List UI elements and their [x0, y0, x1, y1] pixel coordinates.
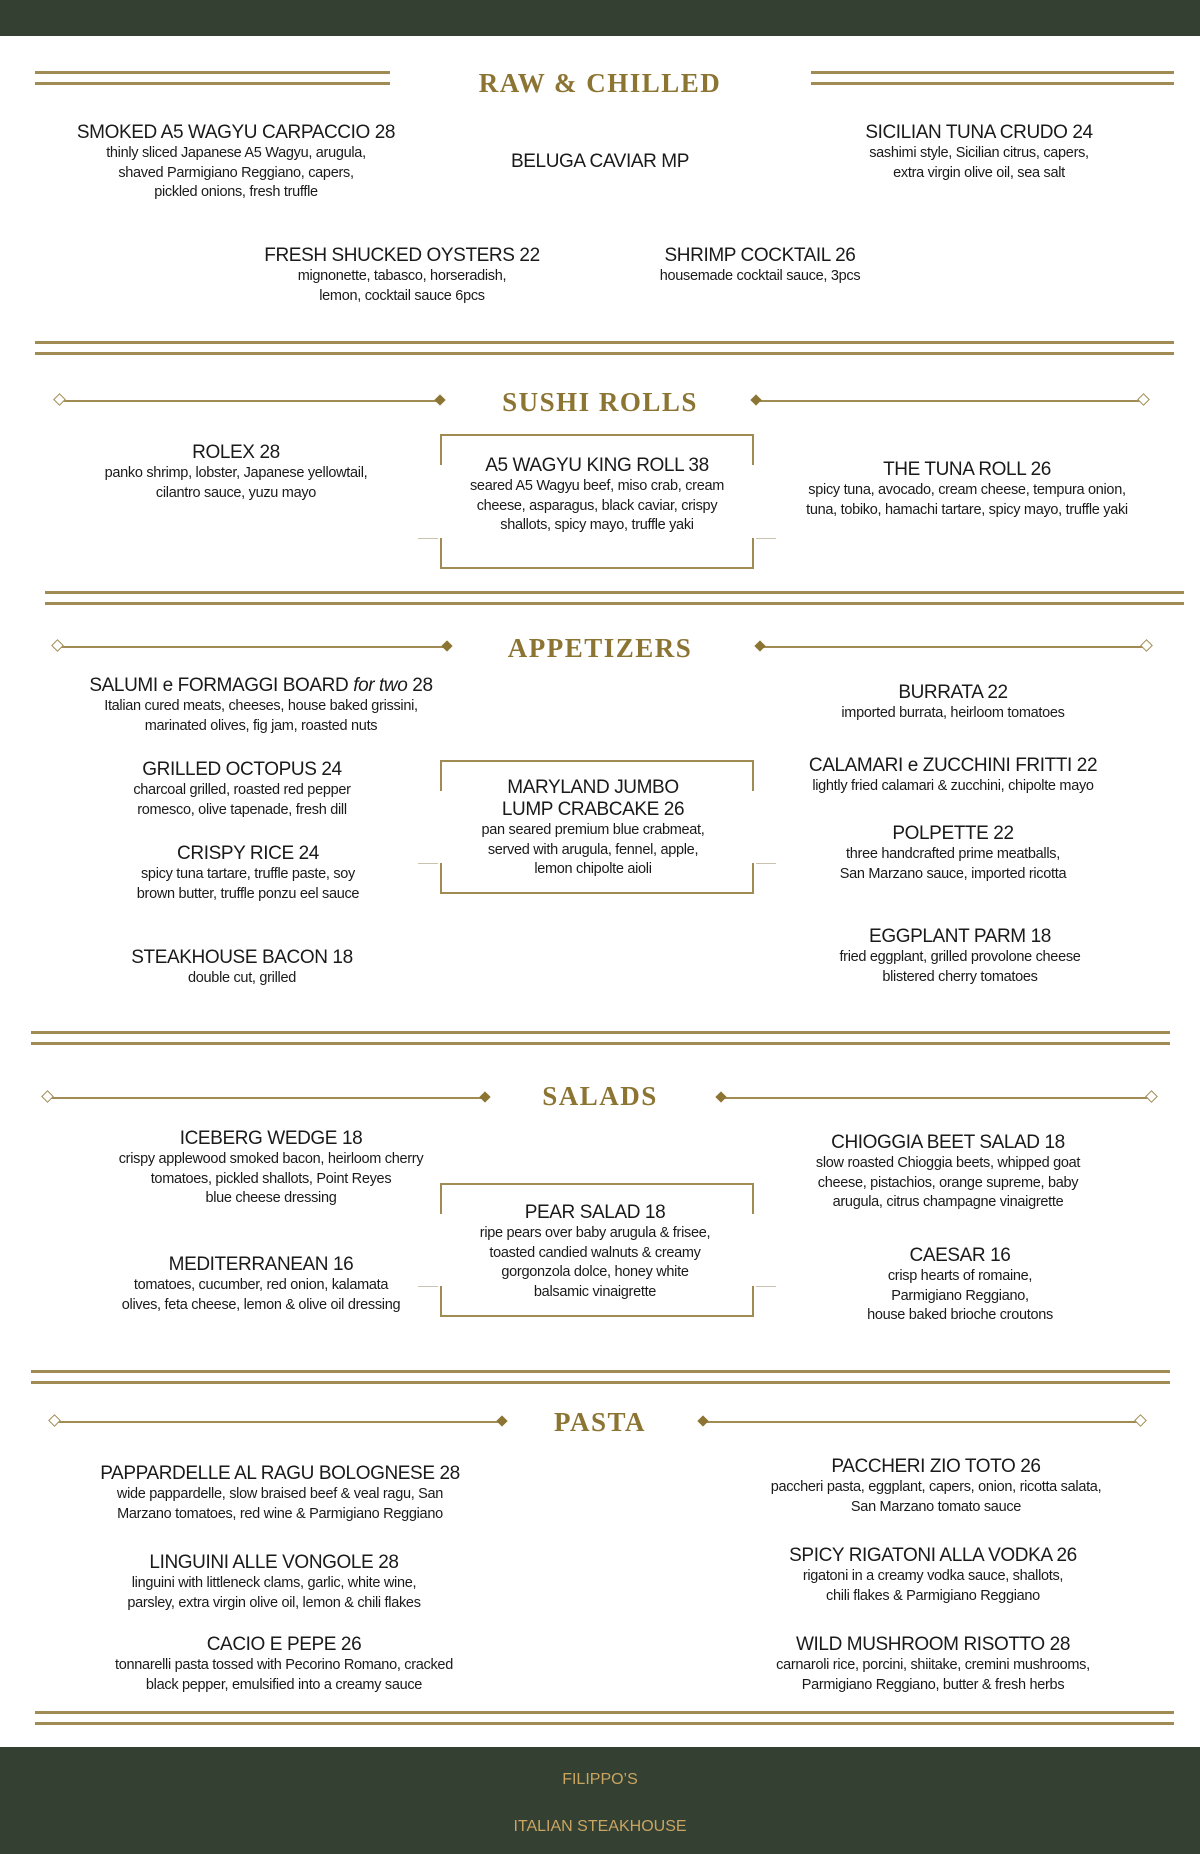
- menu-item: [77, 122, 395, 203]
- item-name: CRISPY RICE 24: [177, 843, 319, 864]
- item-description: house baked brioche croutons: [867, 1307, 1053, 1323]
- item-description: rigatoni in a creamy vodka sauce, shallots,: [802, 1568, 1064, 1584]
- menu-item: [806, 459, 1128, 520]
- item-name: FRESH SHUCKED OYSTERS 22: [264, 245, 540, 266]
- menu-item: [839, 926, 1080, 987]
- item-description: served with arugula, fennel, apple,: [487, 841, 699, 858]
- item-description: lemon, cocktail sauce 6pcs: [319, 287, 485, 304]
- item-description: black pepper, emulsified into a creamy sauce: [145, 1676, 423, 1693]
- item-description: three handcrafted prime meatballs,: [846, 846, 1060, 862]
- restaurant-logo: FILIPPO’S: [562, 1771, 638, 1788]
- item-description: imported burrata, heirloom tomatoes: [841, 705, 1065, 721]
- section-title-raw: RAW & CHILLED: [478, 68, 722, 98]
- item-description: blue cheese dressing: [205, 1190, 337, 1206]
- item-description: paccheri pasta, eggplant, capers, onion, ricotta salata,: [770, 1479, 1102, 1495]
- footer-bar: [0, 1747, 1200, 1854]
- item-description: San Marzano tomato sauce: [850, 1498, 1022, 1515]
- menu-item: [865, 122, 1092, 183]
- item-description: Marzano tomatoes, red wine & Parmigiano Reggiano: [117, 1505, 443, 1522]
- item-description: marinated olives, fig jam, roasted nuts: [144, 717, 378, 734]
- item-name: SPICY RIGATONI ALLA VODKA 26: [789, 1545, 1077, 1566]
- item-description: tomatoes, cucumber, red onion, kalamata: [133, 1277, 389, 1293]
- section-divider: [31, 1031, 1170, 1045]
- item-description: seared A5 Wagyu beef, miso crab, cream: [469, 478, 725, 494]
- item-description: fried eggplant, grilled provolone cheese: [839, 949, 1081, 965]
- item-price: 28: [412, 675, 433, 696]
- item-name-line2: LUMP CRABCAKE 26: [501, 799, 685, 820]
- item-name: MEDITERRANEAN 16: [168, 1254, 354, 1275]
- item-note: for two: [353, 675, 408, 696]
- menu-item: [133, 759, 350, 820]
- item-description: shallots, spicy mayo, truffle yaki: [500, 517, 694, 533]
- section-title-pasta: PASTA: [553, 1407, 646, 1437]
- menu-item: [470, 455, 724, 536]
- menu-item: [511, 151, 689, 173]
- item-description: sashimi style, Sicilian citrus, capers,: [869, 145, 1089, 161]
- item-description: cheese, pistachios, orange supreme, baby: [817, 1174, 1079, 1191]
- item-description: mignonette, tabasco, horseradish,: [297, 268, 507, 284]
- item-name: A5 WAGYU KING ROLL 38: [485, 455, 709, 476]
- item-name: MARYLAND JUMBO: [507, 777, 679, 798]
- item-description: San Marzano sauce, imported ricotta: [839, 865, 1067, 882]
- item-description: chili flakes & Parmigiano Reggiano: [826, 1587, 1040, 1604]
- item-description: tuna, tobiko, hamachi tartare, spicy mayo, truffle yaki: [806, 501, 1128, 518]
- item-description: spicy tuna, avocado, cream cheese, tempura onion,: [808, 482, 1126, 498]
- menu-item: [137, 843, 359, 904]
- item-description: olives, feta cheese, lemon & olive oil dressing: [121, 1296, 401, 1313]
- item-name: SMOKED A5 WAGYU CARPACCIO 28: [76, 122, 396, 143]
- menu-item: [100, 1463, 460, 1524]
- item-description: shaved Parmigiano Reggiano, capers,: [118, 164, 354, 181]
- item-name: PACCHERI ZIO TOTO 26: [831, 1456, 1041, 1477]
- menu-item: [809, 755, 1097, 797]
- section-divider: [45, 591, 1184, 605]
- menu-item: [840, 823, 1066, 884]
- item-name: ICEBERG WEDGE 18: [179, 1128, 363, 1149]
- section-divider: [35, 1711, 1174, 1725]
- menu-item: [105, 442, 368, 503]
- item-name: BELUGA CAVIAR MP: [510, 151, 690, 172]
- restaurant-tagline: ITALIAN STEAKHOUSE: [513, 1818, 687, 1835]
- item-name: SHRIMP COCKTAIL 26: [664, 245, 856, 266]
- menu-item: [122, 1254, 400, 1315]
- menu-item: [480, 1202, 710, 1302]
- item-description: parsley, extra virgin olive oil, lemon & chili flakes: [127, 1594, 421, 1611]
- item-name: CALAMARI e ZUCCHINI FRITTI 22: [808, 755, 1098, 776]
- item-description: ripe pears over baby arugula & frisee,: [479, 1225, 711, 1241]
- section-title-appetizers: APPETIZERS: [507, 633, 693, 663]
- item-description: crispy applewood smoked bacon, heirloom cherry: [118, 1151, 424, 1167]
- section-title-salads: SALADS: [542, 1081, 658, 1111]
- item-description: gorgonzola dolce, honey white: [501, 1264, 689, 1280]
- item-name: CHIOGGIA BEET SALAD 18: [831, 1132, 1065, 1153]
- menu-item: [867, 1245, 1053, 1326]
- item-name: POLPETTE 22: [892, 823, 1014, 844]
- item-description: toasted candied walnuts & creamy: [489, 1244, 701, 1261]
- item-description: carnaroli rice, porcini, shiitake, cremini mushrooms,: [776, 1657, 1090, 1673]
- menu-item: [841, 682, 1064, 724]
- item-name: THE TUNA ROLL 26: [883, 459, 1051, 480]
- menu-item: [660, 245, 861, 287]
- menu-item: [119, 1128, 424, 1209]
- item-description: Parmigiano Reggiano, butter & fresh herbs: [801, 1676, 1065, 1693]
- item-name: ROLEX 28: [192, 442, 280, 463]
- item-description: Parmigiano Reggiano,: [891, 1287, 1029, 1304]
- item-name: STEAKHOUSE BACON 18: [131, 947, 353, 968]
- item-name: PAPPARDELLE AL RAGU BOLOGNESE 28: [100, 1463, 460, 1484]
- item-name: CAESAR 16: [909, 1245, 1011, 1266]
- menu-item: [771, 1456, 1102, 1517]
- item-description: extra virgin olive oil, sea salt: [893, 164, 1065, 181]
- item-name: CACIO E PEPE 26: [206, 1634, 362, 1655]
- item-description: tomatoes, pickled shallots, Point Reyes: [150, 1170, 392, 1187]
- item-name: SICILIAN TUNA CRUDO 24: [865, 122, 1093, 143]
- item-name: BURRATA 22: [898, 682, 1008, 703]
- item-description: Italian cured meats, cheeses, house baked grissini,: [104, 698, 418, 714]
- item-name: WILD MUSHROOM RISOTTO 28: [795, 1634, 1071, 1655]
- item-description: blistered cherry tomatoes: [882, 968, 1038, 985]
- item-name: LINGUINI ALLE VONGOLE 28: [149, 1552, 399, 1573]
- item-description: crisp hearts of romaine,: [887, 1268, 1033, 1284]
- section-divider: [31, 1370, 1170, 1384]
- item-name: [89, 675, 432, 697]
- item-name: PEAR SALAD 18: [524, 1202, 666, 1223]
- section-divider: [35, 341, 1174, 355]
- section-title-sushi: SUSHI ROLLS: [502, 387, 698, 417]
- item-description: cheese, asparagus, black caviar, crispy: [476, 497, 718, 514]
- item-description: pan seared premium blue crabmeat,: [481, 822, 705, 838]
- item-description: tonnarelli pasta tossed with Pecorino Romano, cracked: [115, 1657, 453, 1673]
- item-description: wide pappardelle, slow braised beef & veal ragu, San: [116, 1486, 444, 1502]
- item-description: brown butter, truffle ponzu eel sauce: [136, 885, 360, 902]
- menu-item: [131, 947, 353, 989]
- item-description: slow roasted Chioggia beets, whipped goat: [815, 1155, 1081, 1171]
- item-description: double cut, grilled: [188, 970, 296, 986]
- menu-item: [115, 1634, 453, 1695]
- item-description: thinly sliced Japanese A5 Wagyu, arugula,: [106, 145, 366, 161]
- item-description: panko shrimp, lobster, Japanese yellowtail,: [104, 465, 368, 481]
- item-description: balsamic vinaigrette: [533, 1283, 657, 1300]
- menu-item: [816, 1132, 1080, 1213]
- top-bar: [0, 0, 1200, 36]
- menu-item: [127, 1552, 420, 1613]
- item-description: charcoal grilled, roasted red pepper: [133, 782, 351, 798]
- menu-item: [776, 1634, 1090, 1695]
- item-description: lightly fried calamari & zucchini, chipolte mayo: [812, 778, 1094, 794]
- item-description: linguini with littleneck clams, garlic, white wine,: [131, 1575, 417, 1591]
- item-description: lemon chipolte aioli: [534, 861, 652, 877]
- item-description: cilantro sauce, yuzu mayo: [155, 484, 317, 501]
- item-description: spicy tuna tartare, truffle paste, soy: [140, 866, 355, 882]
- menu-item: [89, 675, 432, 736]
- item-name: EGGPLANT PARM 18: [869, 926, 1051, 947]
- item-name: GRILLED OCTOPUS 24: [142, 759, 342, 780]
- menu-item: [264, 245, 539, 306]
- item-description: romesco, olive tapenade, fresh dill: [137, 801, 347, 818]
- item-description: housemade cocktail sauce, 3pcs: [659, 268, 861, 284]
- menu-item: [481, 777, 704, 880]
- item-name-text: SALUMI e FORMAGGI BOARD: [89, 675, 349, 696]
- item-description: arugula, citrus champagne vinaigrette: [832, 1194, 1064, 1210]
- menu-item: [789, 1545, 1077, 1606]
- item-description: pickled onions, fresh truffle: [154, 184, 318, 200]
